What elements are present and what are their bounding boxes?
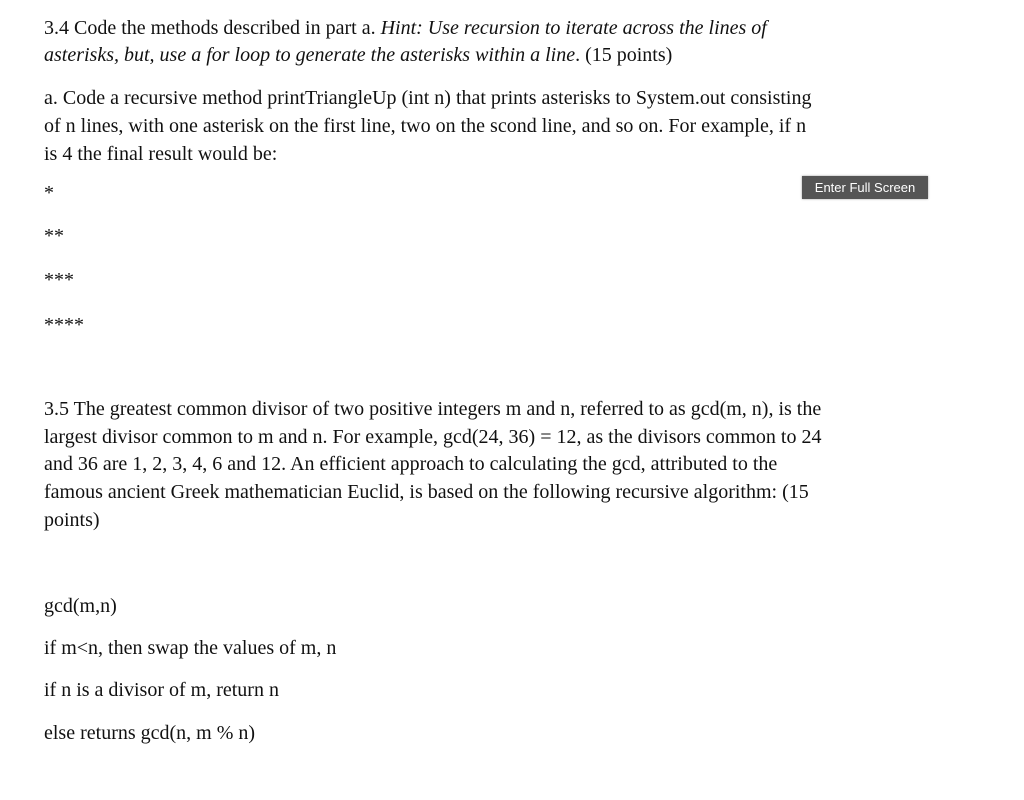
enter-full-screen-button[interactable]: Enter Full Screen [802, 176, 928, 199]
q34-heading-line-1 [44, 16, 767, 40]
asterisk-line: *** [44, 269, 74, 291]
q35-line: famous ancient Greek mathematician Euclid, is based on the following recursive algorithm: (15 [44, 481, 809, 503]
asterisk-line: **** [44, 314, 84, 336]
q34-points: . (15 points) [575, 44, 673, 66]
q34-hint-cont: asterisks, but, use a for loop to generate the asterisks within a line [44, 44, 576, 66]
part-a-line: of n lines, with one asterisk on the first line, two on the scond line, and so on. For example, if n [44, 115, 807, 137]
q35-line: 3.5 The greatest common divisor of two positive integers m and n, referred to as gcd(m, n), is the [44, 398, 822, 420]
part-a-line: is 4 the final result would be: [44, 143, 278, 165]
algorithm-line: if n is a divisor of m, return n [44, 679, 279, 701]
asterisk-line: * [44, 182, 54, 204]
q34-title: 3.4 Code the methods described in part a. [44, 17, 381, 39]
q35-line: and 36 are 1, 2, 3, 4, 6 and 12. An efficient approach to calculating the gcd, attributed to the [44, 453, 778, 475]
algorithm-line: else returns gcd(n, m % n) [44, 722, 256, 744]
q35-line: largest divisor common to m and n. For example, gcd(24, 36) = 12, as the divisors common to 24 [44, 426, 822, 448]
asterisk-line: ** [44, 225, 64, 247]
q35-line: points) [44, 509, 100, 531]
q34-heading-line-2 [44, 43, 672, 67]
algorithm-line: if m<n, then swap the values of m, n [44, 637, 337, 659]
algorithm-line: gcd(m,n) [44, 595, 117, 617]
part-a-line: a. Code a recursive method printTriangleUp (int n) that prints asterisks to System.out consisting [44, 87, 812, 109]
q34-hint: Hint: Use recursion to iterate across the lines of [380, 17, 767, 39]
